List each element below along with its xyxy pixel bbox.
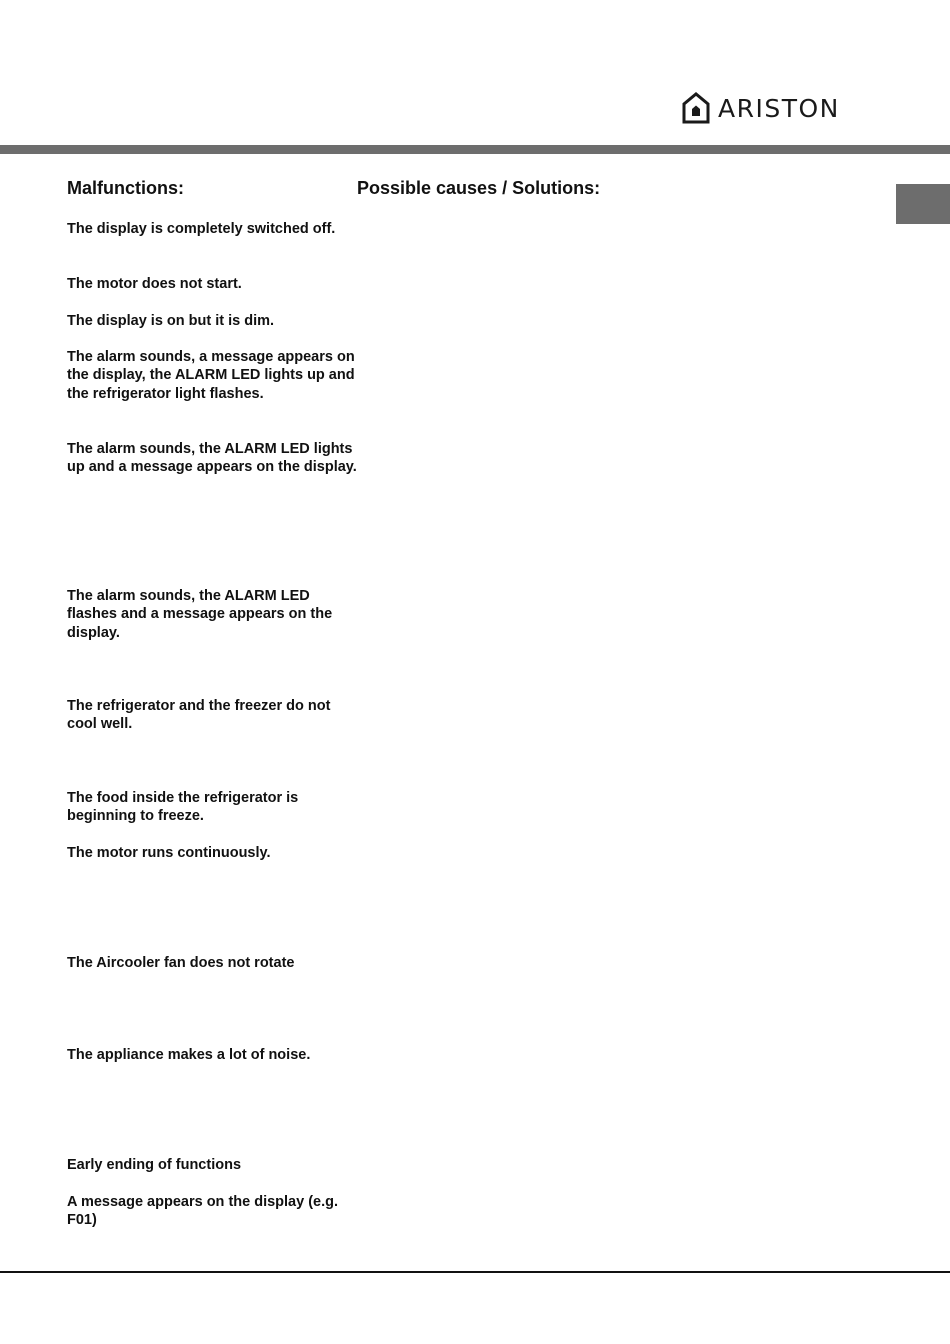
malfunction-item: The motor does not start.	[67, 276, 242, 292]
malfunction-item: The alarm sounds, the ALARM LED flashes and a message appears on the display.	[67, 588, 333, 641]
header-divider	[0, 145, 950, 154]
malfunction-item: The display is on but it is dim.	[67, 313, 275, 329]
malfunction-item: The alarm sounds, a message appears on the display, the ALARM LED lights up and the refrigerator light flashes.	[67, 349, 355, 402]
malfunction-item: The motor runs continuously.	[67, 845, 271, 861]
footer-divider	[0, 1271, 950, 1273]
malfunction-item: The Aircooler fan does not rotate	[67, 955, 295, 971]
causes-heading: Possible causes / Solutions:	[357, 178, 601, 198]
malfunction-item: The appliance makes a lot of noise.	[67, 1047, 311, 1063]
section-tab-marker	[896, 184, 950, 224]
malfunctions-heading: Malfunctions:	[67, 178, 184, 198]
malfunction-item: The alarm sounds, the ALARM LED lights up and a message appears on the display.	[67, 441, 357, 476]
malfunction-item: The display is completely switched off.	[67, 221, 336, 237]
brand-name: ARISTON	[718, 93, 840, 123]
malfunction-item: The refrigerator and the freezer do not cool well.	[67, 698, 331, 733]
malfunction-item: Early ending of functions	[67, 1157, 242, 1173]
brand-logo	[682, 92, 840, 124]
malfunction-item: The food inside the refrigerator is beginning to freeze.	[67, 790, 299, 825]
house-logo-icon	[682, 92, 710, 124]
malfunction-item: A message appears on the display (e.g. F01)	[67, 1194, 339, 1229]
